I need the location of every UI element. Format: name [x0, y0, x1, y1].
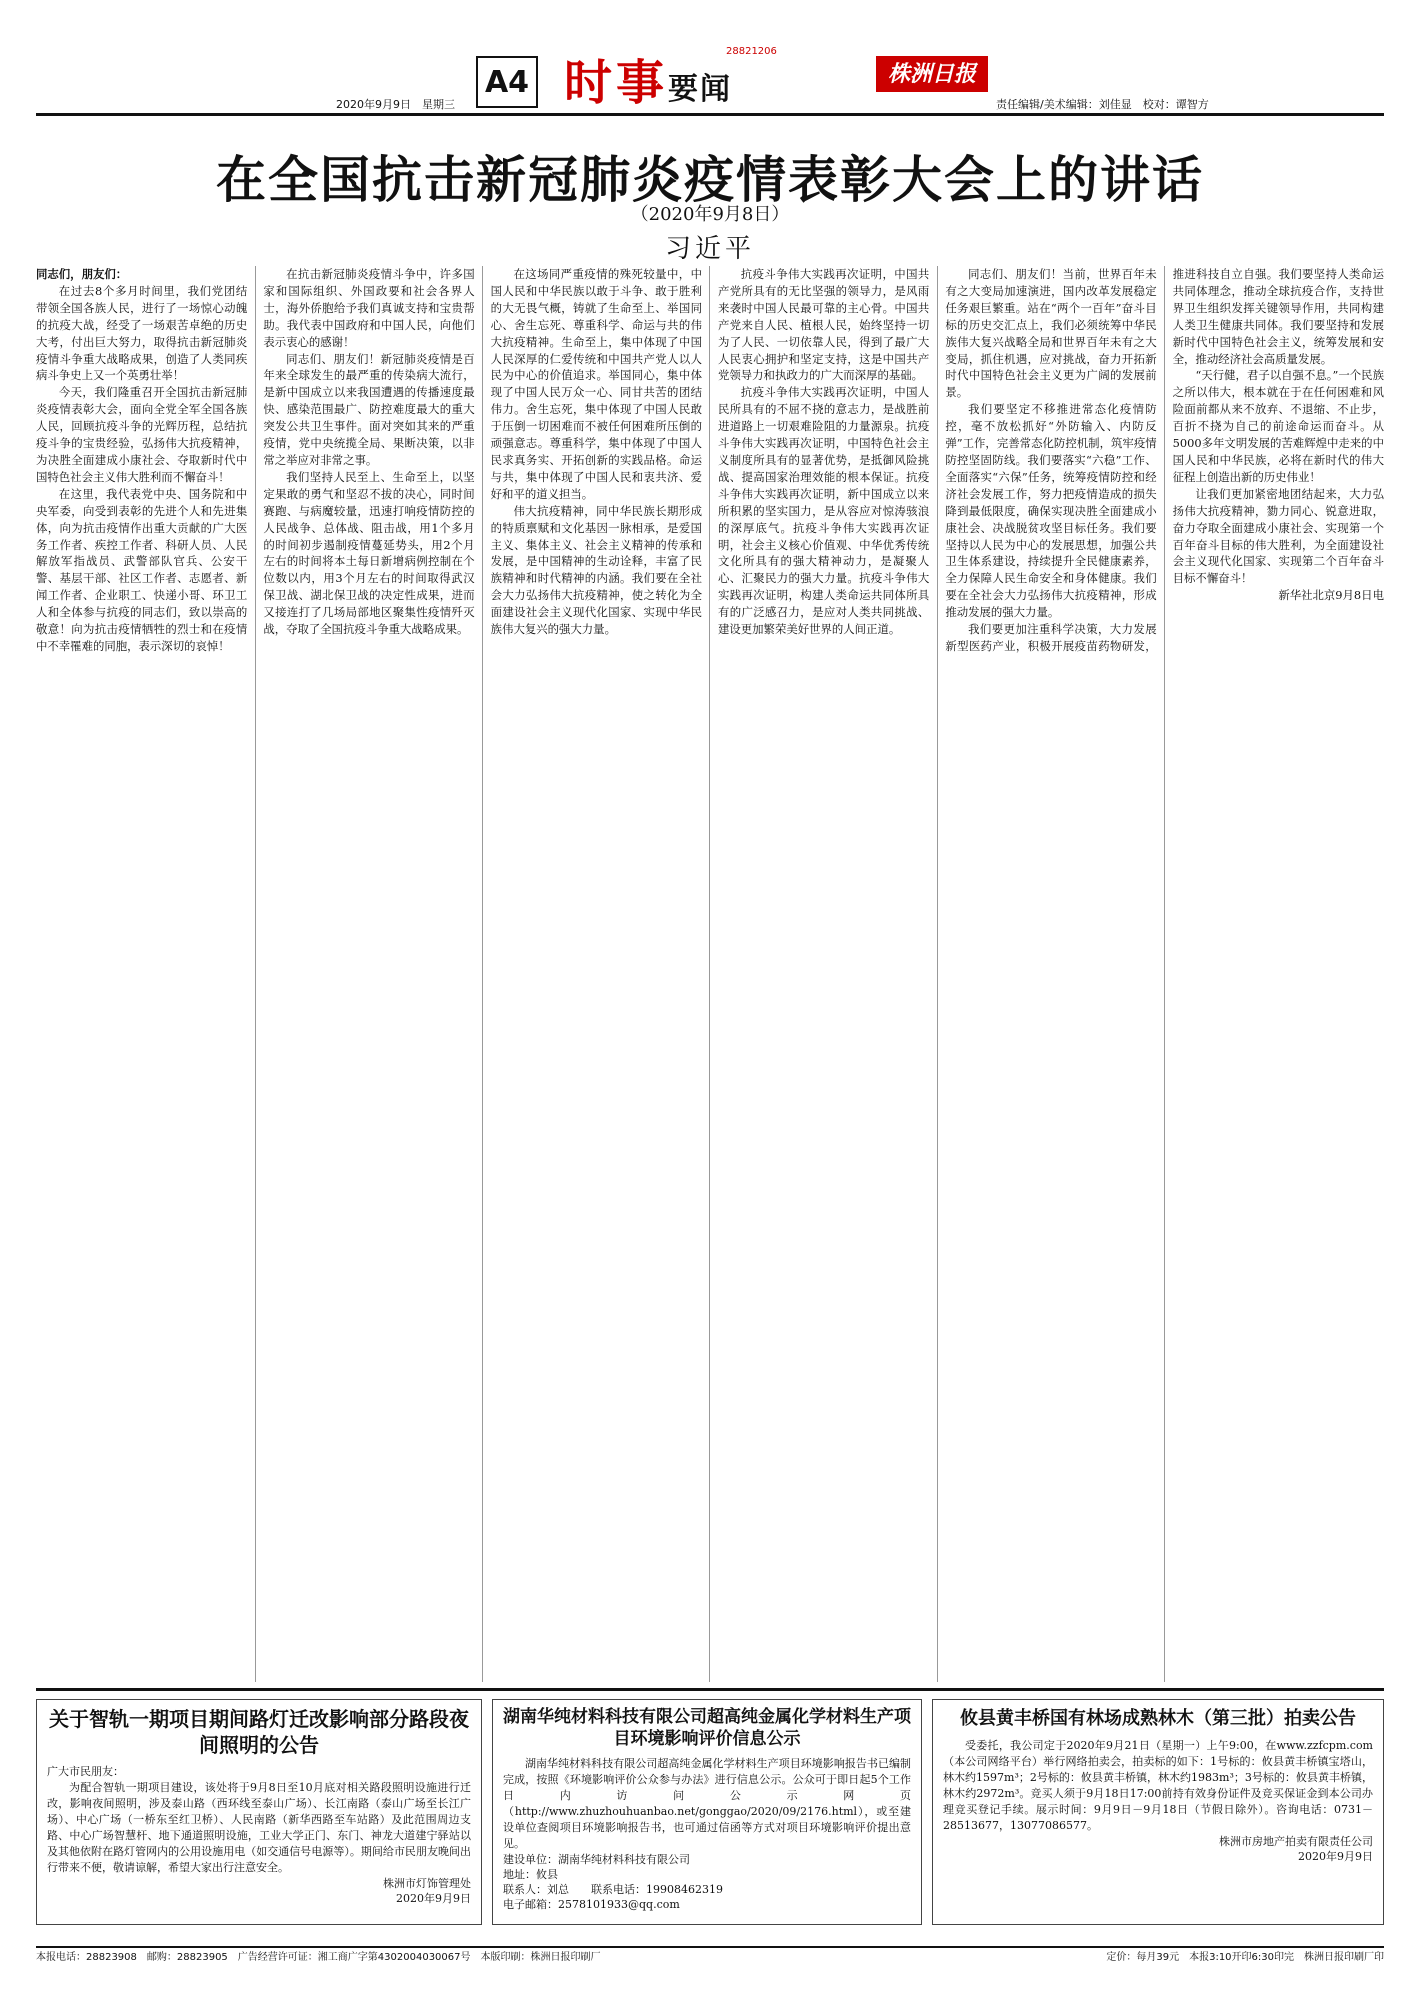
- footer-right: 定价：每月39元 本报3:10开印6:30印完 株洲日报印刷厂印: [1106, 1952, 1384, 1963]
- article-paragraph: 伟大抗疫精神，同中华民族长期形成的特质禀赋和文化基因一脉相承，是爱国主义、集体主义、社会主义精神的传承和发展，是中国精神的生动诠释，丰富了民族精神和时代精神的内涵。我们要在全社会大力弘扬伟大抗疫精神，使之转化为全面建设社会主义现代化国家、实现中华民族伟大复兴的强大力量。: [490, 503, 702, 637]
- page-number: A4: [476, 56, 538, 108]
- article-paragraph: 在过去8个多月时间里，我们党团结带领全国各族人民，进行了一场惊心动魄的抗疫大战，经受了一场艰苦卓绝的历史大考，付出巨大努力，取得抗击新冠肺炎疫情斗争重大战略成果，创造了人类同疾病斗争史上又一个英勇壮举！: [36, 283, 248, 383]
- section-title: [564, 44, 732, 113]
- article-paragraph: 在抗击新冠肺炎疫情斗争中，许多国家和国际组织、外国政要和社会各界人士，海外侨胞给予我们真诚支持和宝贵帮助。我代表中国政府和中国人民，向他们表示衷心的感谢！: [263, 267, 475, 349]
- ad-addressee: 广大市民朋友：: [47, 1765, 124, 1778]
- article-paragraph: “天行健，君子以自强不息。”一个民族之所以伟大，根本就在于在任何困难和风险面前都从来不放弃、不退缩、不止步，百折不挠为自己的前途命运而奋斗。从5000多年文明发展的苦难辉煌中走来的中国人民和中华民族，必将在新时代的伟大征程上创造出新的历史伟业！: [1172, 368, 1384, 484]
- section-name: 时事: [564, 55, 669, 111]
- ad-address: 地址：攸县: [503, 1868, 558, 1881]
- article-paragraph: 我们坚持人民至上、生命至上，以坚定果敢的勇气和坚忍不拔的决心，同时间赛跑、与病魔较量，迅速打响疫情防控的人民战争、总体战、阻击战，用1个多月的时间初步遏制疫情蔓延势头，用2个月左右的时间将本土每日新增病例控制在个位数以内，用3个月左右的时间取得武汉保卫战、湖北保卫战的决定性成果，进而又接连打了几场局部地区聚集性疫情歼灭战，夺取了全国抗疫斗争重大战略成果。: [263, 469, 475, 637]
- article-author: 习近平: [664, 234, 755, 264]
- footer-left: 本报电话：28823908 邮购：28823905 广告经营许可证：湘工商广字第4302004030067号 本版印刷：株洲日报印刷厂: [36, 1952, 601, 1963]
- ad-email: 电子邮箱：2578101933@qq.com: [503, 1898, 680, 1911]
- ad-title: 湖南华纯材料科技有限公司超高纯金属化学材料生产项目环境影响评价信息公示: [503, 1707, 911, 1749]
- ad-contact: 联系人：刘总 联系电话：19908462319: [503, 1883, 723, 1896]
- ad-title: 攸县黄丰桥国有林场成熟林木（第三批）拍卖公告: [960, 1708, 1356, 1729]
- ad-unit: 建设单位：湖南华纯材料科技有限公司: [503, 1853, 690, 1866]
- article-salutation: 同志们，朋友们：: [36, 267, 128, 281]
- article-paragraph: 今天，我们隆重召开全国抗击新冠肺炎疫情表彰大会，面向全党全军全国各族人民，回顾抗疫斗争的光辉历程，总结抗疫斗争的宝贵经验，弘扬伟大抗疫精神，为决胜全面建成小康社会、夺取新时代中国特色社会主义伟大胜利而不懈奋斗！: [36, 385, 248, 484]
- ad-signer: 株洲市房地产拍卖有限责任公司: [1219, 1835, 1373, 1848]
- article-paragraph: 我们要更加注重科学决策，大力发展新型医药产业，积极开展疫苗药物研发，推进科技自立自强。我们要坚持人类命运共同体理念，推动全球抗疫合作，支持世界卫生组织发挥关键领导作用，共同构建人类卫生健康共同体。我们要坚持和发展新时代中国特色社会主义，统筹发展和安全，推动经济社会高质量发展。: [945, 267, 1384, 653]
- article-date: （2020年9月8日）: [630, 204, 790, 225]
- ad-paragraph: 受委托，我公司定于2020年9月21日（星期一）上午9:00，在www.zzfcpm.com（本公司网络平台）举行网络拍卖会，拍卖标的如下：1号标的：攸县黄丰桥镇宝塔山，林木约1597m³；2号标的：攸县黄丰桥镇，林木约1983m³；3号标的：攸县黄丰桥镇，林木约2972m³。竞买人须于9月18日17:00前持有效身份证件及竞买保证金到本公司办理竞买登记手续。展示时间：9月9日－9月18日（节假日除外）。咨询电话：0731－28513677，13077086577。: [943, 1739, 1373, 1832]
- article-paragraph: 抗疫斗争伟大实践再次证明，中国共产党所具有的无比坚强的领导力，是风雨来袭时中国人民最可靠的主心骨。中国共产党来自人民、植根人民，始终坚持一切为了人民、一切依靠人民，得到了最广大人民衷心拥护和坚定支持，这是中国共产党领导力和执政力的广大而深厚的基础。: [717, 267, 930, 383]
- ad-paragraph: 为配合智轨一期项目建设，该处将于9月8日至10月底对相关路段照明设施进行迁改，影响夜间照明，涉及泰山路（西环线至泰山广场）、长江南路（泰山广场至长江广场）、中心广场（一桥东至红卫桥）、人民南路（新华西路至车站路）及此范围周边支路、中心广场智慧杆、地下通道照明设施，工业大学正门、东门、神龙大道建宁驿站以及其他依附在路灯管网内的公用设施用电（如交通信号电源等）。期间给市民朋友晚间出行带来不便，敬请谅解，希望大家出行注意安全。: [47, 1781, 471, 1874]
- ad-paragraph: 湖南华纯材料科技有限公司超高纯金属化学材料生产项目环境影响报告书已编制完成，按照《环境影响评价公众参与办法》进行信息公示。公众可于即日起5个工作日内访问公示网页（http://www.zhuzhouhuanbao.net/gonggao/2020/09/2176.html），或至建设单位查阅项目环境影响报告书，也可通过信函等方式对项目环境影响评价提出意见。: [503, 1757, 911, 1850]
- issue-date: 2020年9月9日 星期三: [336, 98, 455, 111]
- article-headline: 在全国抗击新冠肺炎疫情表彰大会上的讲话: [216, 151, 1204, 209]
- article-paragraph: 在这场同严重疫情的殊死较量中，中国人民和中华民族以敢于斗争、敢于胜利的大无畏气概，铸就了生命至上、举国同心、舍生忘死、尊重科学、命运与共的伟大抗疫精神。生命至上，集中体现了中国人民深厚的仁爱传统和中国共产党人以人民为中心的价值追求。举国同心，集中体现了中国人民万众一心、同甘共苦的团结伟力。舍生忘死，集中体现了中国人民敢于压倒一切困难而不被任何困难所压倒的顽强意志。尊重科学，集中体现了中国人民求真务实、开拓创新的实践品格。命运与共，集中体现了中国人民和衷共济、爱好和平的道义担当。: [490, 267, 702, 501]
- ad-environment-notice: [492, 1699, 922, 1925]
- article-paragraph: 在这里，我代表党中央、国务院和中央军委，向受到表彰的先进个人和先进集体，向为抗击疫情作出重大贡献的广大医务工作者、疾控工作者、科研人员、人民解放军指战员、武警部队官兵、公安干警、基层干部、社区工作者、志愿者、新闻工作者、企业职工、快递小哥、环卫工人和全体参与抗疫的同志们，致以崇高的敬意！向为抗击疫情牺牲的烈士和在疫情中不幸罹难的同胞，表示深切的哀悼！: [36, 486, 248, 653]
- article-paragraph: 让我们更加紧密地团结起来，大力弘扬伟大抗疫精神，勠力同心、锐意进取，奋力夺取全面建成小康社会、实现第一个百年奋斗目标的伟大胜利，为全面建设社会主义现代化国家、实现第二个百年奋斗目标不懈奋斗！: [1172, 486, 1384, 586]
- ad-date: 2020年9月9日: [396, 1892, 471, 1905]
- editors-credit: 责任编辑/美术编辑：刘佳显 校对：谭智方: [996, 98, 1209, 111]
- ad-body: [503, 1756, 911, 1852]
- ads-strip: [36, 1688, 1384, 1930]
- paper-logo: 株洲日报: [876, 56, 988, 92]
- article-paragraph: 同志们、朋友们！当前，世界百年未有之大变局加速演进，国内改革发展稳定任务艰巨繁重。站在“两个一百年”奋斗目标的历史交汇点上，我们必须统筹中华民族伟大复兴战略全局和世界百年未有之大变局，抓住机遇，应对挑战，奋力开拓新时代中国特色社会主义更为广阔的发展前景。: [945, 267, 1157, 400]
- article-source: 新华社北京9月8日电: [1278, 588, 1384, 603]
- article-body: [36, 266, 1384, 1682]
- article-paragraph: 我们要坚定不移推进常态化疫情防控，毫不放松抓好“外防输入、内防反弹”工作，完善常态化防控机制，筑牢疫情防控坚固防线。我们要落实“六稳”工作、全面落实“六保”任务，统筹疫情防控和经济社会发展工作，努力把疫情造成的损失降到最低限度，确保实现决胜全面建成小康社会、决战脱贫攻坚目标任务。我们要坚持以人民为中心的发展思想，加强公共卫生体系建设，持续提升全民健康素养，全力保障人民生命安全和身体健康。我们要在全社会大力弘扬伟大抗疫精神，形成推动发展的强大力量。: [945, 402, 1157, 620]
- ad-title: 关于智轨一期项目期间路灯迁改影响部分路段夜间照明的公告: [49, 1707, 469, 1757]
- article-paragraph: 抗疫斗争伟大实践再次证明，中国人民所具有的不屈不挠的意志力，是战胜前进道路上一切艰难险阻的力量源泉。抗疫斗争伟大实践再次证明，中国特色社会主义制度所具有的显著优势，是抵御风险挑战、提高国家治理效能的根本保证。抗疫斗争伟大实践再次证明，新中国成立以来所积累的坚实国力，是从容应对惊涛骇浪的深厚底气。抗疫斗争伟大实践再次证明，社会主义核心价值观、中华优秀传统文化所具有的强大精神动力，是凝聚人心、汇聚民力的强大力量。抗疫斗争伟大实践再次证明，构建人类命运共同体所具有的广泛感召力，是应对人类共同挑战、建设更加繁荣美好世界的人间正道。: [717, 385, 930, 637]
- ad-body: [943, 1738, 1373, 1834]
- masthead: [36, 30, 1384, 116]
- ad-signer: 株洲市灯饰管理处: [383, 1877, 471, 1890]
- page-footer: [36, 1946, 1384, 1968]
- ad-body: [47, 1764, 471, 1876]
- section-code: 28821206: [726, 46, 777, 57]
- article-paragraph: 同志们、朋友们！新冠肺炎疫情是百年来全球发生的最严重的传染病大流行，是新中国成立以来我国遭遇的传播速度最快、感染范围最广、防控难度最大的重大突发公共卫生事件。面对突如其来的严重疫情，党中央统揽全局、果断决策，以非常之举应对非常之事。: [263, 351, 475, 467]
- section-subname: 要闻: [668, 72, 733, 107]
- ad-date: 2020年9月9日: [1298, 1850, 1373, 1863]
- ad-auction-notice: [932, 1699, 1384, 1925]
- ad-street-light-notice: [36, 1699, 482, 1925]
